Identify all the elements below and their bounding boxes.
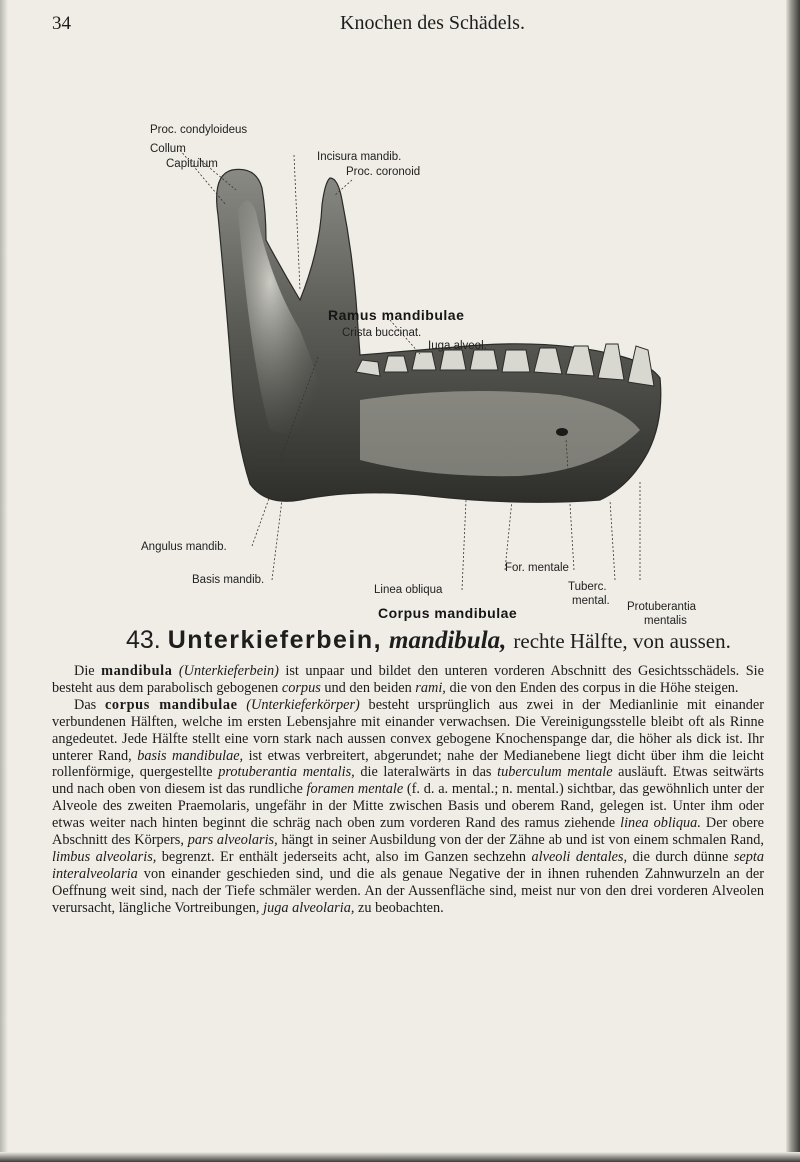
term-alveoli-dentales: alveoli dentales, bbox=[531, 848, 628, 865]
page-bottom-shadow bbox=[0, 1152, 800, 1162]
label-for-mentale: For. mentale bbox=[505, 562, 569, 574]
text-run: Das bbox=[74, 696, 105, 713]
paragraph-mandibula bbox=[52, 663, 764, 697]
running-title: Knochen des Schädels. bbox=[340, 12, 525, 34]
text-run: besteht ursprünglich aus zwei in der Medianlinie mit einander verbundenen Hälften, welche im ersten Lebensjahre mit einander verwachsen. Die Vereinigungsstelle bleibt oft als Rinne angedeutet. Jede Hälfte stellt eine vorn stark nach aussen convex gebogene Knochenspange dar, die höher als dick ist. Ihr unterer Rand, bbox=[52, 696, 764, 764]
term-protuberantia-mentalis: protuberantia mentalis, bbox=[218, 764, 355, 781]
term-juga-alveolaria: juga alveolaria, bbox=[263, 899, 355, 916]
text-run: Die bbox=[74, 663, 102, 679]
text-run: ist etwas verbreitert, abgerundet; nahe der Medianebene liegt dicht über ihm die leicht rollenförmige, quergestellte bbox=[52, 747, 764, 781]
term-basis-mandibulae: basis mandibulae, bbox=[137, 747, 244, 764]
label-proc-coronoid: Proc. coronoid bbox=[346, 166, 421, 178]
label-linea-obliqua: Linea obliqua bbox=[374, 584, 443, 596]
text-run: die lateralwärts in das bbox=[354, 764, 498, 781]
foramen-mentale-mark bbox=[556, 428, 568, 436]
label-tuberc: Tuberc. bbox=[568, 581, 607, 593]
text-run: (f. d. a. mental.; n. mental.) sichtbar, das gewöhnlich unter der Alveole des zweiten Praemolaris, ungefähr in der Mitte zwischen Basis und oberem Rand, gelegen ist. Unter ihm oder etwas weiter nach hinten beginnt die schräg nach oben zum vorderen Rand des ramus ziehende bbox=[52, 781, 764, 832]
label-iuga-alveol: Iuga alveol. bbox=[428, 340, 487, 352]
term-mandibula: mandibula bbox=[101, 663, 173, 679]
term-unterkieferbein: (Unterkieferbein) bbox=[172, 663, 279, 679]
term-limbus-alveolaris: limbus alveolaris, bbox=[52, 848, 157, 865]
figure-latin-title: mandibula, bbox=[389, 627, 507, 654]
term-corpus-mandibulae: corpus mandibulae bbox=[104, 696, 238, 713]
term-foramen-mentale: foramen mentale bbox=[306, 781, 404, 798]
term-unterkieferkoerper: (Unterkieferkörper) bbox=[237, 696, 360, 713]
figure-caption bbox=[126, 626, 766, 655]
term-septa-interalveolaria: septa interalveolaria bbox=[52, 848, 764, 882]
text-run: hängt in seiner Ausbildung von der der Zähne ab und ist von einem schmalen Rand, bbox=[277, 832, 764, 849]
label-crista-buccinat: Crista buccinat. bbox=[342, 327, 422, 339]
figure-number: 43. bbox=[126, 626, 161, 654]
term-tuberculum-mentale: tuberculum mentale bbox=[497, 764, 613, 781]
term-pars-alveolaris: pars alveolaris, bbox=[187, 832, 278, 849]
term-rami: rami, bbox=[415, 679, 446, 696]
body-text bbox=[52, 663, 764, 917]
figure-caption-rest: rechte Hälfte, von aussen. bbox=[513, 629, 731, 653]
text-run: ausläuft. Etwas seitwärts und nach oben von diesem ist das rundliche bbox=[52, 764, 764, 798]
text-run: die von den Enden des corpus in die Höhe steigen. bbox=[445, 679, 739, 696]
text-run: von einander geschieden sind, und die als genaue Negative der in ihnen ruhenden Zahnwurzeln an der Oeffnung weit sind, nach der Tiefe schmäler werden. An der Aussenfläche sind, meist nur von den drei vorderen Alveolen verursacht, längliche Vortreibungen, bbox=[52, 865, 764, 916]
label-tuberc-mental: mental. bbox=[572, 595, 610, 607]
term-linea-obliqua: linea obliqua. bbox=[620, 815, 701, 832]
term-corpus: corpus bbox=[281, 679, 321, 696]
label-angulus-mandib: Angulus mandib. bbox=[141, 541, 227, 553]
text-run: begrenzt. Er enthält jederseits acht, also im Ganzen sechzehn bbox=[156, 848, 532, 865]
label-incisura-mandib: Incisura mandib. bbox=[317, 151, 402, 163]
text-run: Der obere Abschnitt des Körpers, bbox=[52, 815, 765, 849]
figure-title: Unterkieferbein, bbox=[167, 626, 383, 654]
text-run: die durch dünne bbox=[627, 848, 734, 865]
label-protuberantia-mentalis: mentalis bbox=[644, 615, 687, 627]
paragraph-corpus-mandibulae bbox=[52, 697, 764, 917]
label-protuberantia: Protuberantia bbox=[627, 601, 697, 613]
label-ramus-mandibulae: Ramus mandibulae bbox=[328, 307, 465, 323]
page-number: 34 bbox=[52, 13, 71, 34]
label-collum: Collum bbox=[150, 143, 186, 155]
text-run: ist unpaar und bildet den unteren vorderen Abschnitt des Gesichtsschädels. Sie besteht aus dem parabolisch gebogenen bbox=[52, 663, 764, 696]
text-run: zu beobachten. bbox=[354, 899, 444, 916]
label-basis-mandib: Basis mandib. bbox=[192, 574, 265, 586]
text-run: und den beiden bbox=[320, 679, 416, 696]
label-corpus-mandibulae: Corpus mandibulae bbox=[378, 605, 518, 621]
label-proc-condyloideus: Proc. condyloideus bbox=[150, 124, 248, 136]
label-capitulum: Capitulum bbox=[166, 158, 218, 170]
